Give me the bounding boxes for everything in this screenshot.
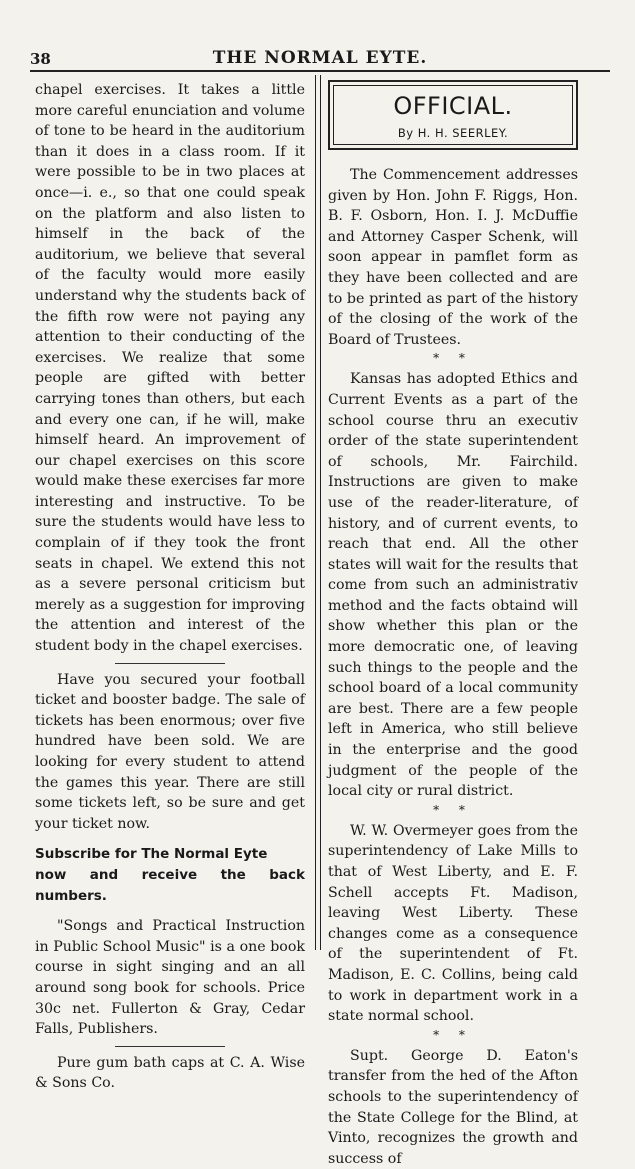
stars-separator-3: * * <box>433 1027 473 1042</box>
page-header <box>30 42 610 72</box>
right-paragraph-commencement: The Commencement addresses given by Hon. John F. Riggs, Hon. B. F. Osborn, Hon. I. J. McDuffie and Attorney Casper Schenk, will soon appear in pamflet form as they have been collected and are to be printed as part of the history of the closing of the work of the Board of Trustees. <box>328 167 578 348</box>
left-paragraph-songs: "Songs and Practical Instruction in Public School Music" is a one book course in sight singing and an all around song book for schools. Price 30c net. Fullerton & Gray, Cedar Falls, Publishers. <box>35 918 305 1038</box>
left-separator-2 <box>115 1046 225 1047</box>
left-paragraph-football: Have you secured your football ticket and booster badge. The sale of tickets has been enormous; over five hundred have been sold. We are looking for every student to attend the games this year. There are still some tickets left, so be sure and get your ticket now. <box>35 671 305 832</box>
stars-separator-2: * * <box>433 802 473 817</box>
official-byline: By H. H. SEERLEY. <box>397 126 509 140</box>
header-rule <box>30 70 610 72</box>
stars-separator-1: * * <box>433 351 473 366</box>
page-number: 38 <box>30 50 51 68</box>
left-paragraph-caps: Pure gum bath caps at C. A. Wise & Sons Co. <box>35 1054 305 1092</box>
left-separator <box>115 663 225 664</box>
right-column <box>328 165 578 1169</box>
left-paragraph-chapel: chapel exercises. It takes a little more careful enunciation and volume of tone to be heard in the auditorium than it does in a class room. If it were possible to be in two places at once—i. e., so that one could speak on the platform and also listen to himself in the back of the auditorium, we believe that several of the faculty would more easily understand why the students back of the fifth row were not paying any attention to their conducting of the exercises. We realize that some people are gifted with better carrying tones than others, but each and every one can, if he will, make himself heard. An improvement of our chapel exercises on this score would make these exercises far more interesting and instructive. To be sure the students would have less to complain of if they took the front seats in chapel. We extend this not as a severe personal criticism but merely as a suggestion for improving the attention and interest of the student body in the chapel exercises. <box>35 82 305 655</box>
subscribe-line-1: Subscribe for The Normal Eyte <box>35 846 268 863</box>
journal-title: THE NORMAL EYTE. <box>212 48 428 68</box>
subscribe-line-2: now and receive the back numbers. <box>35 866 305 904</box>
right-paragraph-eaton: Supt. George D. Eaton's transfer from the hed of the Afton schools to the superintendency of the State College for the Blind, at Vinto, recognizes the growth and success of <box>328 1047 578 1167</box>
official-heading-box <box>328 80 578 150</box>
left-column <box>35 80 305 1094</box>
right-paragraph-kansas: Kansas has adopted Ethics and Current Events as a part of the school course thru an executiv order of the state superintendent of schools, Mr. Fairchild. Instructions are given to make use of the reader-literature, of history, and of current events, to reach that end. All the other states will wait for the results that come from such an administrativ method and the facts obtaind will show whether this plan or the more democratic one, of leaving such things to the people and the school board of a local community are best. There are a few people left in America, who still believe in the enterprise and the good judgment of the people of the local city or rural district. <box>328 371 578 800</box>
official-title: OFFICIAL. <box>393 92 513 120</box>
right-paragraph-overmeyer: W. W. Overmeyer goes from the superintendency of Lake Mills to that of West Liberty, and E. F. Schell accepts Ft. Madison, leaving West Liberty. These changes come as a consequence of the superintendent of Ft. Madison, E. C. Collins, being cald to work in department work in a state normal school. <box>328 822 578 1025</box>
column-divider <box>315 75 321 950</box>
